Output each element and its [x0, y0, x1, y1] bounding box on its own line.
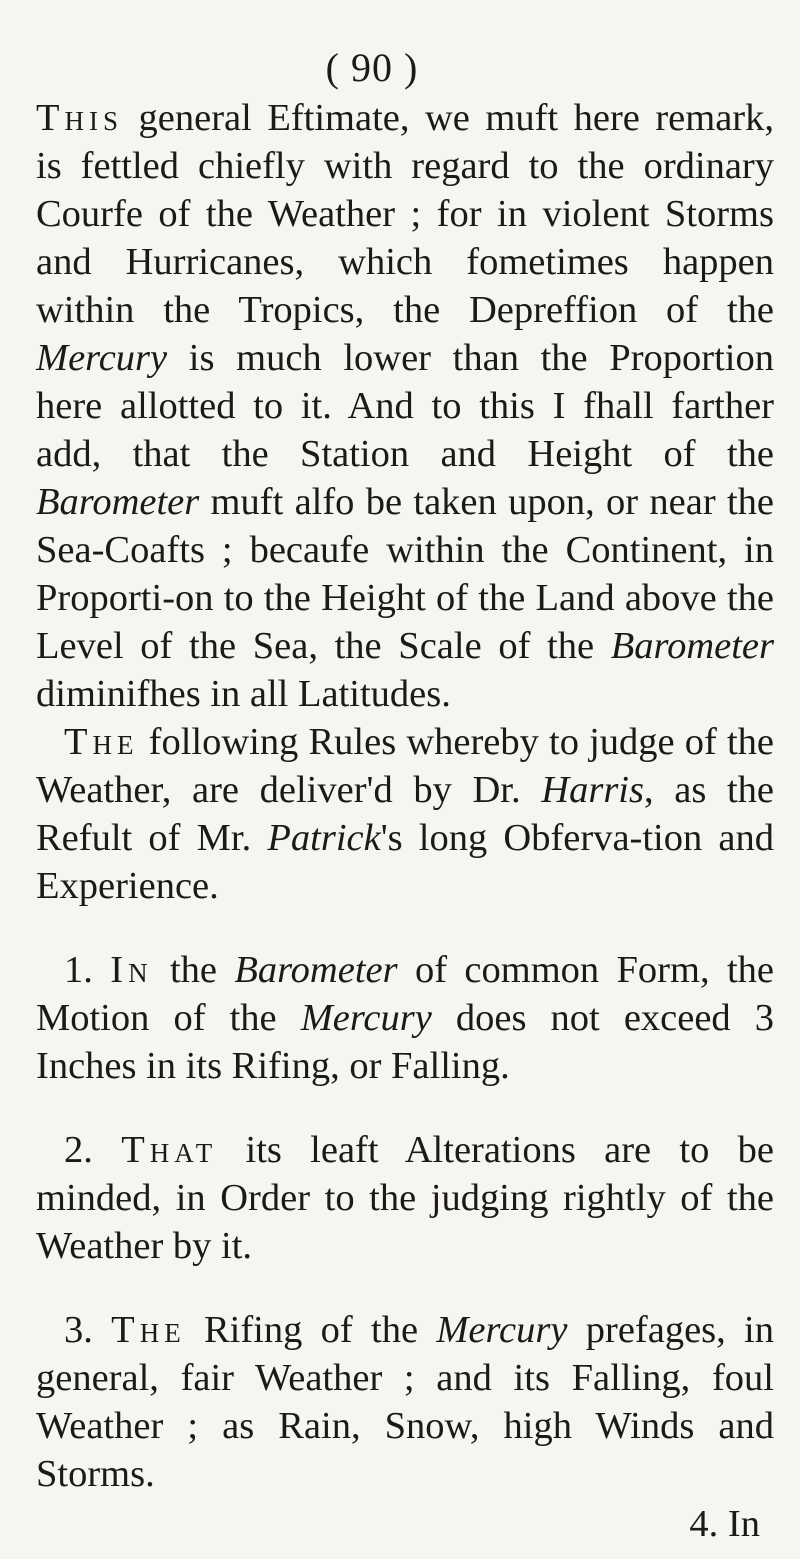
- italic-term: Mercury: [36, 337, 168, 379]
- text-segment: , as the Refult of Mr.: [36, 769, 774, 859]
- text-segment: the: [152, 949, 235, 991]
- italic-term: Barometer: [610, 625, 774, 667]
- paragraph-rules-intro: [36, 718, 774, 910]
- lead-word: In: [110, 949, 153, 991]
- lead-word: The: [64, 721, 139, 763]
- rule-number: 2.: [64, 1129, 93, 1171]
- text-segment: prefages, in general, fair Weather ; and its Falling, foul Weather ; as Rain, Snow, high Winds and Storms.: [36, 1309, 775, 1495]
- rule-2: [36, 1126, 774, 1270]
- text-segment: diminifhes in all Latitudes.: [36, 673, 451, 715]
- lead-word: That: [121, 1129, 218, 1171]
- italic-term: Barometer: [36, 481, 200, 523]
- page-number: ( 90 ): [325, 45, 419, 90]
- italic-term: Mercury: [300, 997, 432, 1039]
- text-segment: 's long Obferva-tion and Experience.: [36, 817, 775, 907]
- text-segment: muft alfo be taken upon, or near the Sea-Coafts ; becaufe within the Continent, in Proporti-on to the Height of the Land above the Level of the Sea, the Scale of the: [36, 481, 774, 667]
- text-segment: following Rules whereby to judge of the Weather, are deliver'd by Dr.: [36, 721, 774, 811]
- rule-1: [36, 946, 774, 1090]
- text-segment: does not exceed 3 Inches in its Rifing, or Falling.: [36, 997, 774, 1087]
- rule-number: 1.: [64, 949, 93, 991]
- text-segment: general Eftimate, we muft here remark, is fettled chiefly with regard to the ordinary Courfe of the Weather ; for in violent Storms and Hurricanes, which fometimes happen within the Tropics, the Depreffion of the: [36, 97, 774, 331]
- text-segment: its leaft Alterations are to be minded, in Order to the judging rightly of the Weather by it.: [36, 1129, 775, 1267]
- text-segment: Rifing of the: [185, 1309, 437, 1351]
- text-segment: of common Form, the Motion of the: [36, 949, 774, 1039]
- italic-term: Mercury: [436, 1309, 568, 1351]
- italic-name: Patrick: [267, 817, 381, 859]
- rule-3: [36, 1306, 774, 1498]
- text-segment: is much lower than the Proportion here allotted to it. And to this I fhall farther add, that the Station and Height of the: [36, 337, 774, 475]
- lead-word: This: [36, 97, 124, 139]
- lead-word: The: [111, 1309, 186, 1351]
- rule-number: 3.: [64, 1309, 93, 1351]
- italic-name: Harris: [541, 769, 644, 811]
- italic-term: Barometer: [234, 949, 398, 991]
- paragraph-estimate: [36, 94, 774, 718]
- catchword: 4. In: [689, 1503, 760, 1545]
